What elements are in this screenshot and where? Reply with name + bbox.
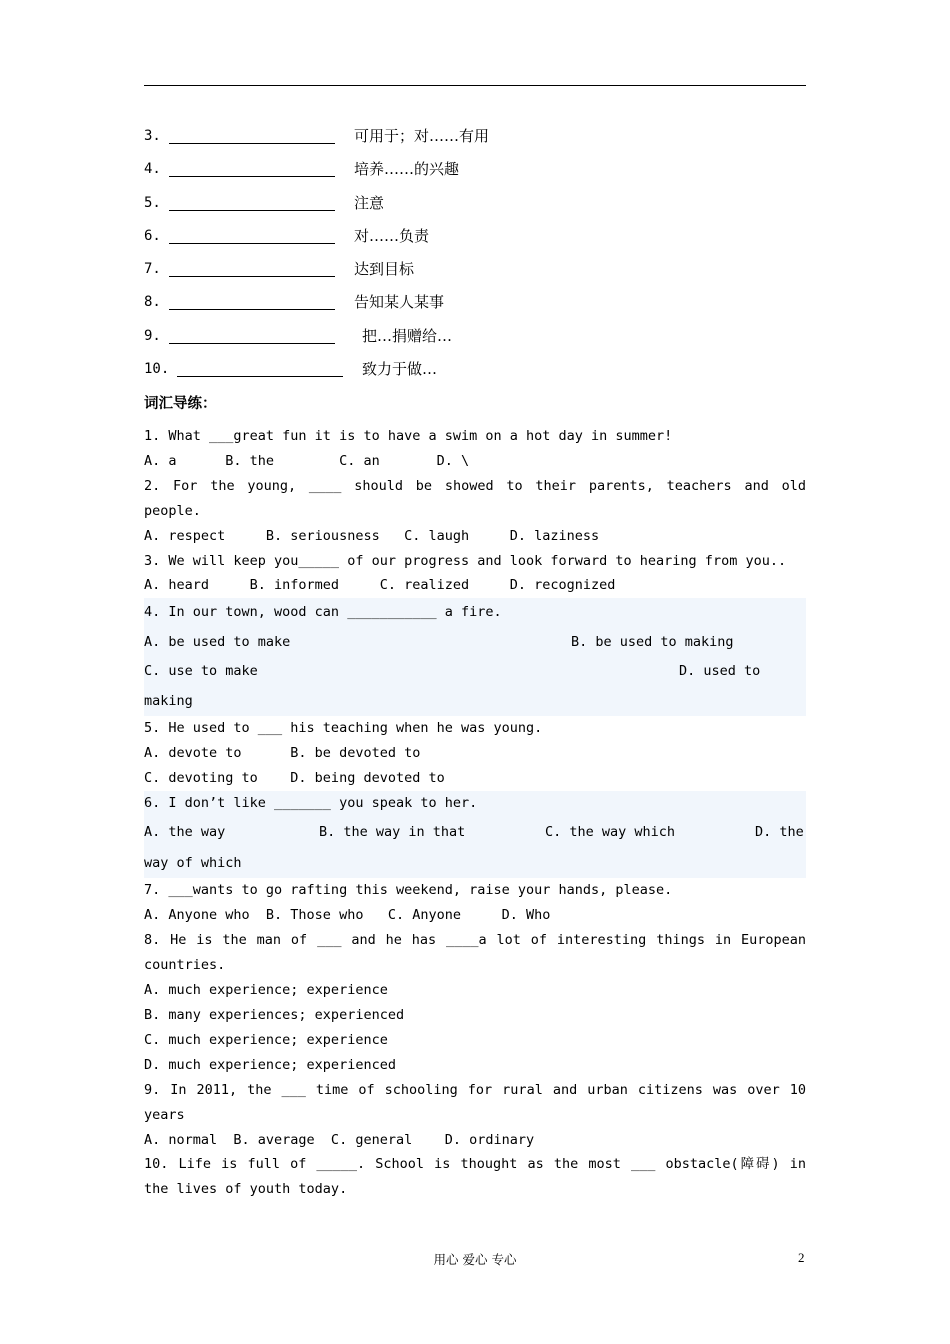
- answer-blank: [169, 243, 335, 244]
- phrase-row: [144, 124, 806, 157]
- question-stem: 10. Life is full of _____. School is thought as the most ___ obstacle(障碍) in: [144, 1156, 806, 1173]
- phrase-row: [144, 290, 806, 323]
- phrase-row: [144, 224, 806, 257]
- phrase-number: 6.: [144, 227, 161, 244]
- option-b: B. the way in that: [319, 823, 466, 840]
- answer-blank: [169, 309, 335, 310]
- phrase-meaning: 注意: [354, 193, 385, 212]
- phrase-number: 5.: [144, 194, 161, 211]
- question-options: A. respect B. seriousness C. laugh D. laziness: [144, 527, 600, 544]
- header-rule: [144, 85, 806, 86]
- option-a: A. the way: [144, 823, 226, 840]
- option-c: C. much experience; experience: [144, 1031, 388, 1048]
- phrase-meaning: 培养……的兴趣: [354, 160, 460, 179]
- question-stem-continued: years: [144, 1106, 185, 1123]
- footer-motto: 用心 爱心 专心: [433, 1252, 517, 1267]
- question-stem: 5. He used to ___ his teaching when he was young.: [144, 720, 543, 737]
- question-block-6: [144, 791, 806, 878]
- question-stem: 7. ___wants to go rafting this weekend, raise your hands, please.: [144, 882, 673, 899]
- phrase-row: [144, 357, 806, 390]
- option-d: D. the: [755, 823, 804, 840]
- option-c: C. use to make: [144, 663, 258, 680]
- phrase-meaning: 对……负责: [354, 226, 430, 245]
- phrase-row: [144, 257, 806, 290]
- answer-blank: [169, 210, 335, 211]
- section-title: 词汇导练：: [144, 396, 217, 412]
- question-stem: 3. We will keep you_____ of our progress and look forward to hearing from you..: [144, 552, 787, 569]
- question-stem: 9. In 2011, the ___ time of schooling for rural and urban citizens was over 10: [144, 1081, 806, 1098]
- question-options: A. heard B. informed C. realized D. recognized: [144, 577, 616, 594]
- question-stem: 4. In our town, wood can ___________ a fire.: [144, 604, 502, 621]
- question-stem: 8. He is the man of ___ and he has ____a lot of interesting things in European: [144, 932, 806, 949]
- option-d: D. used to: [679, 663, 761, 680]
- answer-blank: [169, 143, 335, 144]
- question-options: A. devote to B. be devoted to: [144, 745, 421, 762]
- phrase-number: 10.: [144, 361, 170, 378]
- phrase-row: [144, 191, 806, 224]
- answer-blank: [169, 176, 335, 177]
- question-stem-continued: countries.: [144, 957, 226, 974]
- phrase-row: [144, 157, 806, 190]
- option-d-continued: way of which: [144, 854, 242, 871]
- question-options: A. a B. the C. an D. \: [144, 452, 470, 469]
- question-stem: 1. What ___great fun it is to have a swim on a hot day in summer!: [144, 428, 673, 444]
- option-b: B. many experiences; experienced: [144, 1007, 405, 1023]
- question-options-row: [144, 657, 806, 687]
- question-options-row: [144, 816, 806, 849]
- question-stem-continued: people.: [144, 502, 201, 519]
- vocabulary-exercise: [144, 424, 806, 1202]
- page-number: 2: [798, 1250, 805, 1265]
- phrase-meaning: 可用于；对……有用: [354, 127, 490, 145]
- phrase-number: 7.: [144, 261, 161, 278]
- phrase-number: 4.: [144, 161, 161, 178]
- phrase-row: [144, 324, 806, 357]
- phrase-meaning: 达到目标: [354, 260, 415, 279]
- question-options: A. normal B. average C. general D. ordinary: [144, 1131, 535, 1148]
- phrase-meaning: 把…捐赠给…: [362, 326, 453, 345]
- option-d-continued: making: [144, 692, 193, 709]
- option-a: A. be used to make: [144, 633, 291, 650]
- question-stem: 2. For the young, ____ should be showed to their parents, teachers and old: [144, 477, 806, 494]
- option-b: B. be used to making: [571, 633, 734, 650]
- question-options-row: [144, 628, 806, 658]
- answer-blank: [169, 276, 335, 277]
- question-stem: 6. I don’t like _______ you speak to her.: [144, 795, 478, 812]
- option-c: C. the way which: [545, 823, 676, 840]
- answer-blank: [177, 376, 343, 377]
- question-block-4: [144, 598, 806, 716]
- option-d: D. much experience; experienced: [144, 1056, 396, 1073]
- phrase-meaning: 告知某人某事: [354, 293, 445, 312]
- phrase-number: 3.: [144, 128, 161, 144]
- phrase-number: 9.: [144, 327, 161, 344]
- phrase-meaning: 致力于做…: [362, 360, 438, 379]
- question-options: C. devoting to D. being devoted to: [144, 770, 445, 787]
- phrase-number: 8.: [144, 294, 161, 311]
- question-options: A. Anyone who B. Those who C. Anyone D. Who: [144, 907, 551, 924]
- question-stem-continued: the lives of youth today.: [144, 1181, 348, 1198]
- answer-blank: [169, 343, 335, 344]
- option-a: A. much experience; experience: [144, 982, 388, 999]
- phrase-list: [144, 124, 806, 390]
